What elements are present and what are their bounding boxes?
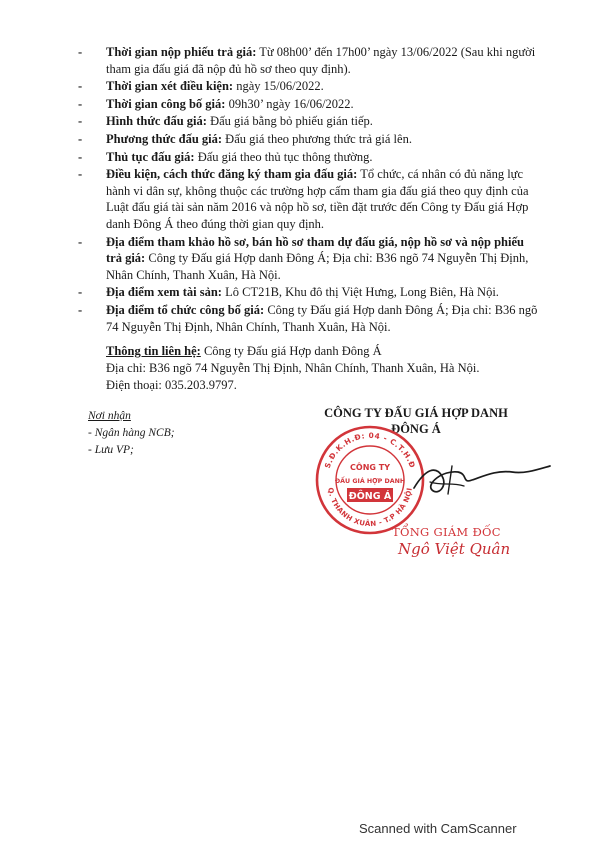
item-text: Đấu giá theo phương thức trả giá lên. xyxy=(222,131,412,146)
auction-info-list xyxy=(78,44,538,336)
director-title: TỔNG GIÁM ĐỐC xyxy=(392,525,501,539)
list-item: - Địa điểm xem tài sản: Lô CT21B, Khu đô thị Việt Hưng, Long Biên, Hà Nội. xyxy=(78,285,499,300)
list-item: - Phương thức đấu giá: Đấu giá theo phương thức trả giá lên. xyxy=(78,131,412,146)
item-text: Đấu giá bằng bỏ phiếu gián tiếp. xyxy=(206,114,373,129)
stamp-line2: ĐẤU GIÁ HỢP DANH xyxy=(334,478,406,485)
list-item: - Thời gian nộp phiếu trả giá: Từ 08h00’ đến 17h00’ ngày 13/06/2022 (Sau khi người tham gia đấu giá đã nộp đủ hồ sơ theo quy định). xyxy=(78,45,536,76)
item-label: Thủ tục đấu giá: xyxy=(106,149,195,164)
company-seal-stamp xyxy=(314,424,426,536)
item-label: Phương thức đấu giá: xyxy=(106,131,223,146)
item-label: Địa điểm tham khảo hồ sơ, bán hồ sơ tham dự đấu giá, nộp hồ sơ và nộp phiếu trả giá: xyxy=(106,234,524,266)
stamp-ring-top-text: S.Đ.K.H.Đ: 04 - C.T.H.Đ xyxy=(322,430,418,470)
list-item: - Thời gian xét điều kiện: ngày 15/06/2022. xyxy=(78,79,324,94)
item-text: ngày 15/06/2022. xyxy=(233,79,324,94)
company-name-line1: CÔNG TY ĐẤU GIÁ HỢP DANH xyxy=(324,406,508,420)
contact-address: Địa chỉ: B36 ngõ 74 Nguyễn Thị Định, Nhân Chính, Thanh Xuân, Hà Nội. xyxy=(106,361,480,375)
contact-phone: Điện thoại: 035.203.9797. xyxy=(106,378,237,392)
handwritten-signature xyxy=(412,452,552,512)
contact-info xyxy=(106,343,546,394)
item-label: Điều kiện, cách thức đăng ký tham gia đấu giá: xyxy=(106,167,358,182)
item-text: Công ty Đấu giá Hợp danh Đông Á; Địa chỉ: B36 ngõ 74 Nguyễn Thị Định, Nhân Chính, Thanh Xuân, Hà Nội. xyxy=(106,302,538,334)
director-name: Ngô Việt Quân xyxy=(398,540,511,558)
item-text: Công ty Đấu giá Hợp danh Đông Á; Địa chỉ: B36 ngõ 74 Nguyễn Thị Định, Nhân Chính, Thanh Xuân, Hà Nội. xyxy=(106,251,529,282)
company-name-line2: ĐÔNG Á xyxy=(391,422,441,436)
item-label: Địa điểm xem tài sản: xyxy=(106,285,222,300)
stamp-ring-bottom-text: Q. THANH XUÂN - T.P HÀ NỘI xyxy=(326,486,414,529)
stamp-line3: ĐÔNG Á xyxy=(348,491,392,502)
item-label: Hình thức đấu giá: xyxy=(106,114,207,129)
item-text: Đấu giá theo thủ tục thông thường. xyxy=(194,149,373,164)
recipients-block xyxy=(88,408,288,459)
item-label: Thời gian xét điều kiện: xyxy=(106,79,234,94)
item-label: Thời gian công bố giá: xyxy=(106,96,226,111)
list-item: - Địa điểm tham khảo hồ sơ, bán hồ sơ tham dự đấu giá, nộp hồ sơ và nộp phiếu trả giá: Công ty Đấu giá Hợp danh Đông Á; Địa chỉ: B36 ngõ 74 Nguyễn Thị Định, Nhân Chính, Thanh Xuân, Hà Nội. xyxy=(78,234,529,282)
list-item: - Địa điểm tổ chức công bố giá: Công ty Đấu giá Hợp danh Đông Á; Địa chỉ: B36 ngõ 74 Nguyễn Thị Định, Nhân Chính, Thanh Xuân, Hà Nội. xyxy=(78,302,538,334)
item-label: Thời gian nộp phiếu trả giá: xyxy=(106,45,257,59)
contact-company-line xyxy=(106,343,546,360)
item-label: Địa điểm tổ chức công bố giá: xyxy=(106,302,265,317)
item-text: Tổ chức, cá nhân có đủ năng lực hành vi dân sự, không thuộc các trường hợp cấm tham gia đấu giá theo quy định của Luật đấu giá tài sản năm 2016 và nộp hồ sơ, tiền đặt trước đến Công ty Đấu giá Hợp danh Đông Á theo đúng thời gian quy định. xyxy=(106,167,529,231)
stamp-line1: CÔNG TY xyxy=(350,463,390,472)
contact-heading: Thông tin liên hệ: xyxy=(106,344,201,358)
list-item: - Thủ tục đấu giá: Đấu giá theo thủ tục thông thường. xyxy=(78,149,373,164)
item-text: Lô CT21B, Khu đô thị Việt Hưng, Long Biên, Hà Nội. xyxy=(221,285,499,300)
list-item: - Hình thức đấu giá: Đấu giá bằng bỏ phiếu gián tiếp. xyxy=(78,114,373,129)
list-item: - Thời gian công bố giá: 09h30’ ngày 16/06/2022. xyxy=(78,96,354,111)
contact-company: Công ty Đấu giá Hợp danh Đông Á xyxy=(200,344,382,358)
recipients-title: Nơi nhận xyxy=(88,410,131,422)
list-item: - Điều kiện, cách thức đăng ký tham gia đấu giá: Tổ chức, cá nhân có đủ năng lực hành vi dân sự, không thuộc các trường hợp cấm tham gia đấu giá theo quy định của Luật đấu giá tài sản năm 2016 và nộp hồ sơ, tiền đặt trước đến Công ty Đấu giá Hợp danh Đông Á theo đúng thời gian quy định. xyxy=(78,167,529,231)
item-text: Từ 08h00’ đến 17h00’ ngày 13/06/2022 (Sau khi người tham gia đấu giá đã nộp đủ hồ sơ theo quy định). xyxy=(106,45,536,76)
item-text: 09h30’ ngày 16/06/2022. xyxy=(225,96,354,111)
recipient-line: - Ngân hàng NCB; xyxy=(88,427,175,439)
recipient-line: - Lưu VP; xyxy=(88,444,134,456)
scanner-watermark: Scanned with CamScanner xyxy=(359,821,517,836)
